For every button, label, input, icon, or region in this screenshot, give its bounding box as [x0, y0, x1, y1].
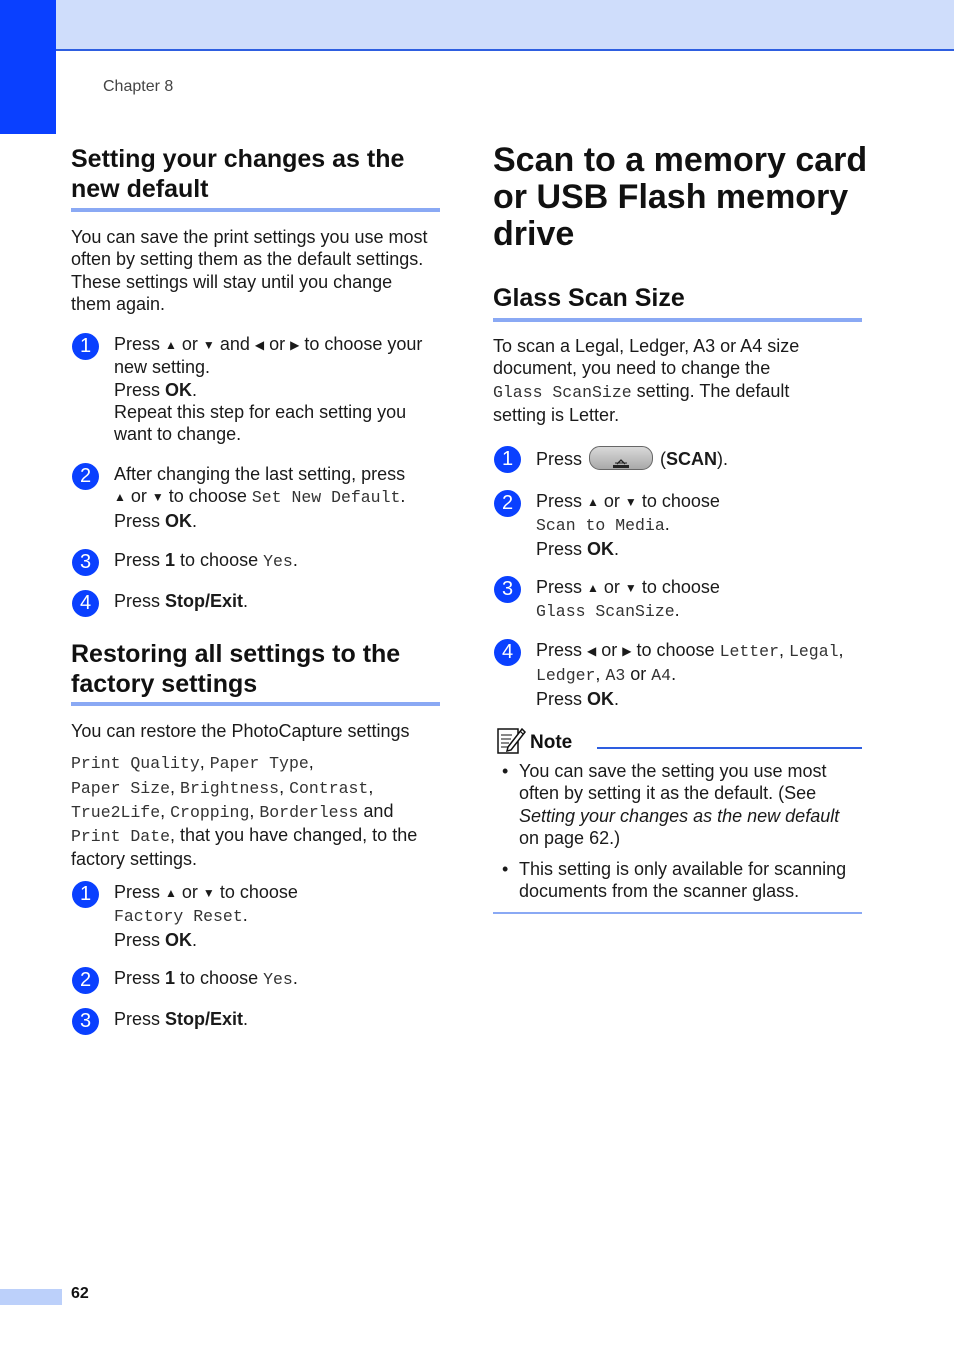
- page-number: 62: [71, 1285, 89, 1302]
- note-title: Note: [530, 732, 573, 753]
- chapter-label: Chapter 8: [103, 78, 174, 95]
- section-rule: [71, 702, 440, 706]
- section-title-glass-scan: Glass Scan Size: [493, 284, 685, 312]
- step-number: 3: [72, 1008, 99, 1035]
- step-number: 4: [494, 639, 521, 666]
- note-top-rule: [597, 747, 862, 749]
- note-pencil-icon: [496, 725, 526, 755]
- down-arrow-icon: ▼: [202, 886, 215, 900]
- section-rule: [71, 208, 440, 212]
- section-rule: [493, 318, 862, 322]
- section-title-restore: Restoring all settings to the factory settings: [71, 640, 401, 698]
- left-arrow-icon: ◀: [587, 644, 597, 658]
- section-intro-glass: To scan a Legal, Ledger, A3 or A4 size document, you need to change the Glass ScanSize setting. The default setting is Letter.: [493, 336, 800, 425]
- step-number: 3: [494, 576, 521, 603]
- section-title-default: Setting your changes as the new default: [71, 145, 405, 203]
- down-arrow-icon: ▼: [624, 495, 637, 509]
- step-number: 1: [72, 333, 99, 360]
- down-arrow-icon: ▼: [151, 490, 164, 505]
- step-number: 4: [72, 590, 99, 617]
- header-bar: [0, 0, 954, 51]
- up-arrow-icon: ▲: [587, 581, 599, 595]
- step-number: 2: [494, 490, 521, 517]
- right-arrow-icon: ▶: [290, 338, 300, 352]
- step-number: 2: [72, 463, 99, 490]
- step-number: 3: [72, 549, 99, 576]
- left-arrow-icon: ◀: [254, 338, 265, 352]
- down-arrow-icon: ▼: [202, 338, 215, 352]
- up-arrow-icon: ▲: [114, 490, 126, 505]
- section-intro-restore: You can restore the PhotoCapture settings Print Quality, Paper Type, Paper Size, Brightness, Contrast, True2Life, Cropping, Borderless and Print Date, that you have changed, to the factory settings.: [71, 721, 418, 870]
- up-arrow-icon: ▲: [165, 338, 177, 352]
- step-number: 2: [72, 967, 99, 994]
- scan-button-icon: [589, 446, 653, 470]
- step-number: 1: [72, 881, 99, 908]
- up-arrow-icon: ▲: [165, 886, 177, 900]
- down-arrow-icon: ▼: [624, 581, 637, 595]
- note-bottom-rule: [493, 912, 862, 914]
- chapter-tab: [0, 0, 56, 134]
- page-bar: [0, 1289, 62, 1305]
- up-arrow-icon: ▲: [587, 495, 599, 509]
- right-arrow-icon: ▶: [622, 644, 632, 658]
- section-intro: You can save the print settings you use most often by setting them as the default settings. These settings will stay until you change them again.: [71, 227, 428, 314]
- step-number: 1: [494, 446, 521, 473]
- chapter-section-title: Scan to a memory card or USB Flash memory drive: [493, 141, 868, 253]
